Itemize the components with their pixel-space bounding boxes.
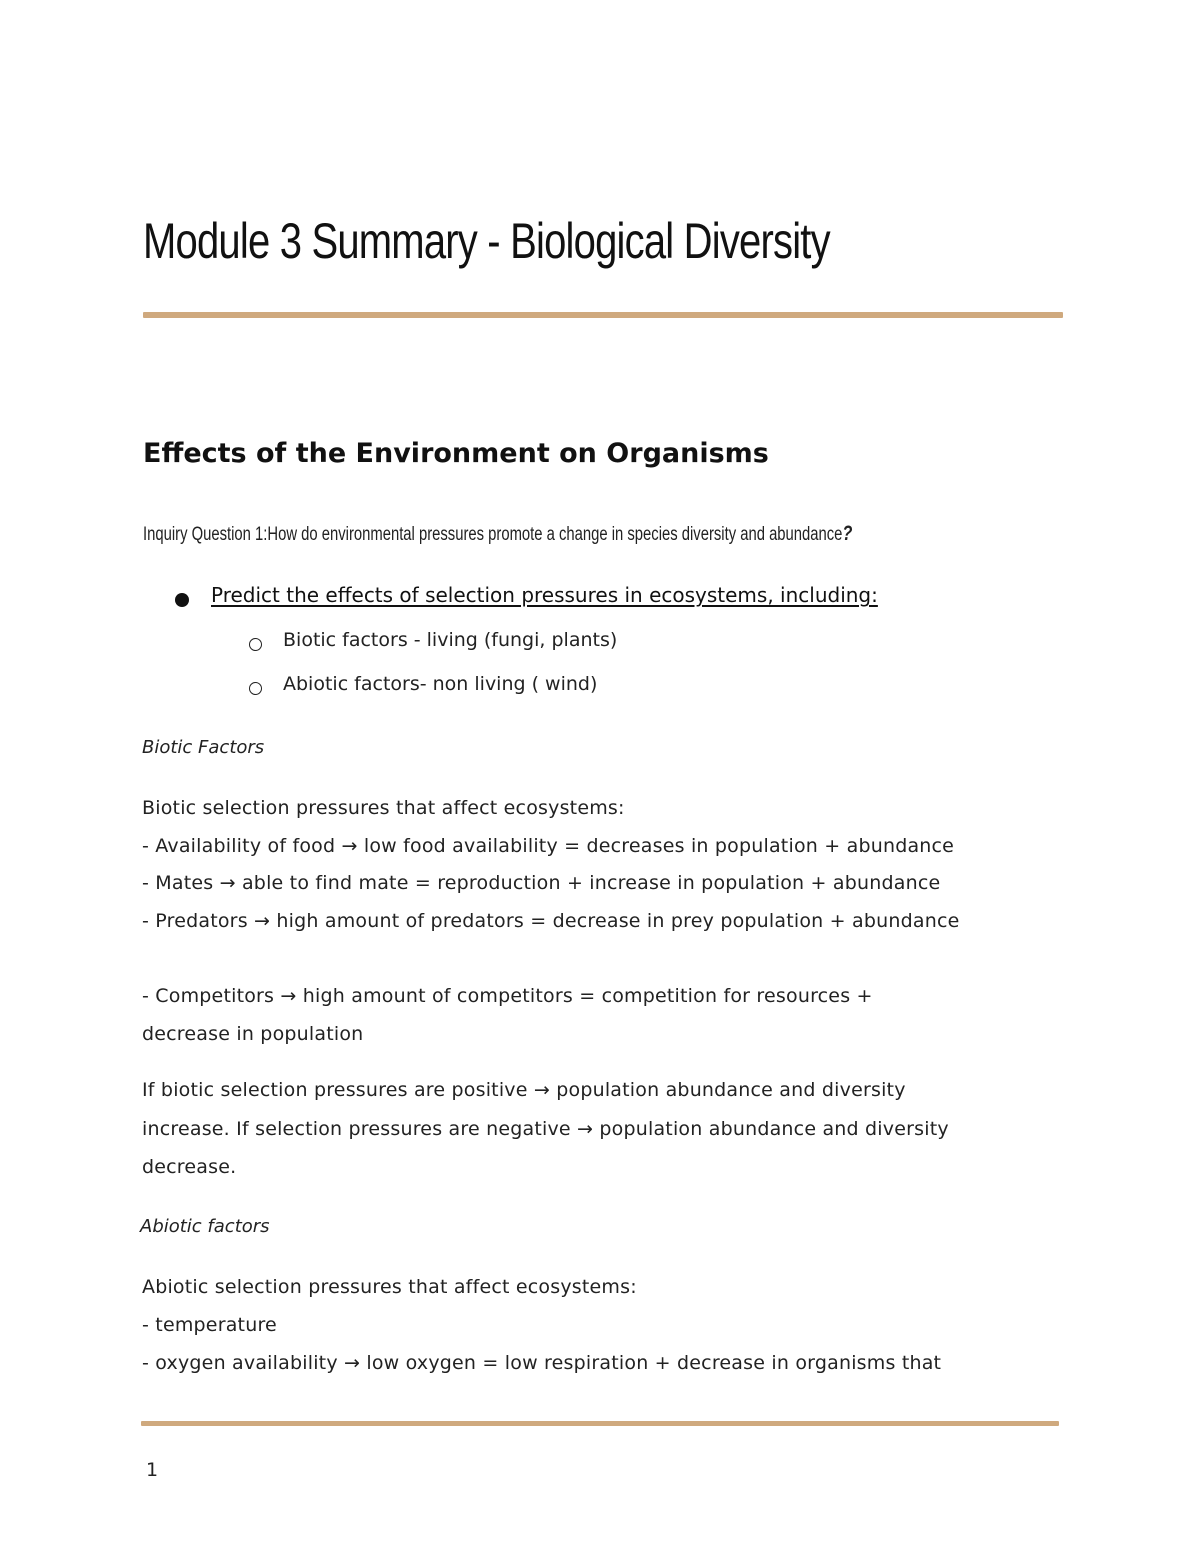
biotic-line: decrease in population <box>142 1023 364 1045</box>
inquiry-question <box>143 522 852 546</box>
biotic-line: - Predators → high amount of predators = decrease in prey population + abundance <box>142 910 960 932</box>
biotic-line: - Competitors → high amount of competitors = competition for resources + <box>142 985 873 1007</box>
biotic-line: Biotic selection pressures that affect ecosystems: <box>142 797 625 819</box>
biotic-line: - Mates → able to find mate = reproduction + increase in population + abundance <box>142 872 941 894</box>
sub-bullet-abiotic: Abiotic factors- non living ( wind) <box>283 673 598 695</box>
circle-bullet-icon <box>249 638 262 651</box>
bullet-main-item: Predict the effects of selection pressures in ecosystems, including: <box>211 583 878 607</box>
abiotic-factors-heading: Abiotic factors <box>140 1216 270 1237</box>
bullet-dot-icon <box>175 593 189 607</box>
biotic-summary-line: increase. If selection pressures are negative → population abundance and diversity <box>142 1118 949 1140</box>
page-number: 1 <box>146 1459 159 1481</box>
sub-bullet-biotic: Biotic factors - living (fungi, plants) <box>283 629 618 651</box>
abiotic-line: Abiotic selection pressures that affect ecosystems: <box>142 1276 637 1298</box>
biotic-summary-line: If biotic selection pressures are positive → population abundance and diversity <box>142 1079 906 1101</box>
biotic-line: - Availability of food → low food availability = decreases in population + abundance <box>142 835 955 857</box>
document-title: Module 3 Summary - Biological Diversity <box>143 213 830 269</box>
biotic-summary-line: decrease. <box>142 1156 237 1178</box>
inquiry-question-mark: ? <box>842 522 853 545</box>
abiotic-line: - oxygen availability → low oxygen = low respiration + decrease in organisms that <box>142 1352 942 1374</box>
abiotic-line: - temperature <box>142 1314 277 1336</box>
title-divider <box>143 312 1063 318</box>
footer-divider <box>141 1421 1059 1426</box>
circle-bullet-icon <box>249 682 262 695</box>
section-heading: Effects of the Environment on Organisms <box>143 438 769 469</box>
biotic-factors-heading: Biotic Factors <box>142 737 265 758</box>
inquiry-question-text: Inquiry Question 1:How do environmental pressures promote a change in species diversity and abundance <box>143 524 843 545</box>
